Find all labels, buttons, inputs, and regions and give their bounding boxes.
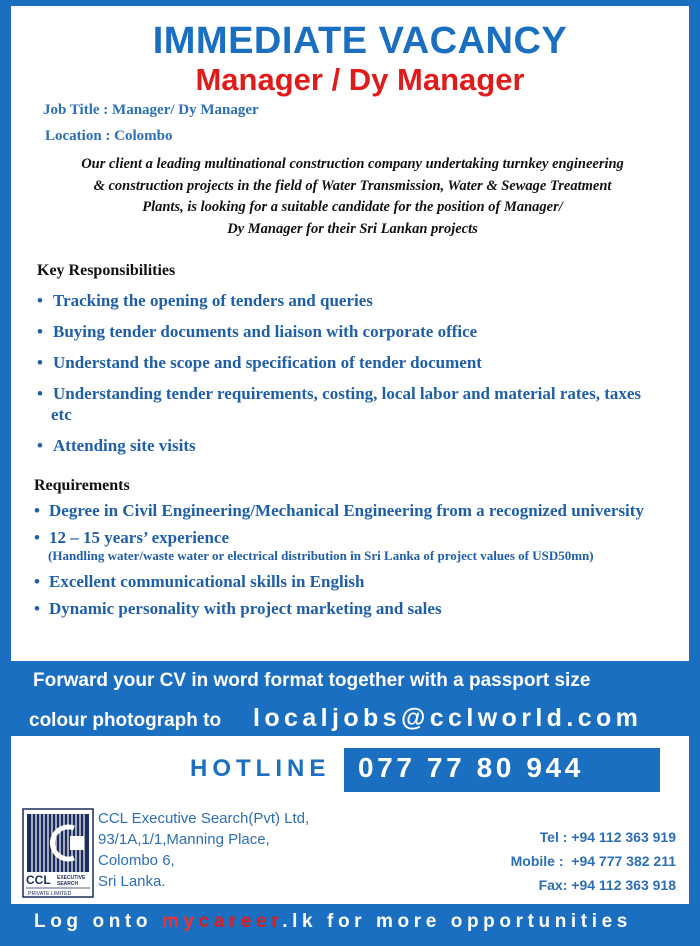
bullet-icon: • [34,572,40,591]
logo-side-text: SEARCH [57,881,79,887]
right-border [689,0,700,946]
list-item-text: Tracking the opening of tenders and queries [53,291,373,310]
apply-email-link[interactable]: localjobs@cclworld.com [253,704,643,732]
bullet-icon: • [34,528,40,547]
list-item-text: Buying tender documents and liaison with corporate office [53,322,478,341]
list-item [37,383,662,425]
apply-instructions: Forward your CV in word format together with a passport size [33,670,591,691]
ccl-logo [22,808,94,898]
list-item-note: (Handling water/waste water or electrical distribution in Sri Lanka of project values of USD50mn) [48,548,594,563]
logo-side-text: EXECUTIVE [57,875,86,881]
job-location: Location : Colombo [45,128,173,144]
bullet-icon: • [37,322,43,341]
apply-instructions-cont: colour photograph to [29,710,222,731]
responsibilities-list [37,290,662,466]
list-item [34,502,674,519]
logo-wordmark: CCL [26,873,51,887]
list-item-text: Degree in Civil Engineering/Mechanical Engineering from a recognized university [49,501,644,520]
requirements-heading: Requirements [34,477,130,494]
address-line: 93/1A,1/1,Manning Place, [98,831,270,848]
bullet-icon: • [34,501,40,520]
fax: Fax: +94 112 363 918 [538,877,676,893]
intro-line: Plants, is looking for a suitable candidate for the position of Manager/ [142,199,563,215]
list-item [37,352,662,373]
address-line: Colombo 6, [98,852,175,869]
company-address [98,808,309,892]
requirements-list [34,502,674,627]
logo-bottom-text: PRIVATE LIMITED [28,891,72,897]
logo-stripes [27,814,89,872]
list-item [37,321,662,342]
footer-site-my[interactable]: my [161,911,199,932]
footer-prefix: Log onto [34,911,162,932]
page-title: IMMEDIATE VACANCY [152,20,568,62]
bullet-icon: • [34,599,40,618]
list-item-text: Dynamic personality with project marketing and sales [49,599,442,618]
list-item [34,529,674,563]
intro-line: Dy Manager for their Sri Lankan projects [227,220,478,237]
intro-line: & construction projects in the field of Water Transmission, Water & Sewage Treatment [93,177,612,194]
list-item-text: Understanding tender requirements, costing, local labor and material rates, taxes etc [51,384,642,424]
hotline-label: HOTLINE [190,755,331,782]
list-item [37,290,662,311]
bullet-icon: • [37,436,43,455]
list-item [34,600,674,617]
contact-numbers [460,825,676,897]
intro-paragraph [40,154,665,240]
address-line: CCL Executive Search(Pvt) Ltd, [98,810,310,827]
left-border [0,0,11,946]
list-item-text: Excellent communicational skills in English [49,572,365,591]
list-item-text: Understand the scope and specification of tender document [53,353,482,372]
hotline-number[interactable]: 077 77 80 944 [358,752,584,783]
responsibilities-heading: Key Responsibilities [37,262,176,279]
job-title: Job Title : Manager/ Dy Manager [43,102,259,118]
bullet-icon: • [37,384,43,403]
position-subtitle: Manager / Dy Manager [195,62,525,97]
bullet-icon: • [37,291,43,310]
footer-suffix: for more opportunities [317,911,632,932]
footer-site-tld[interactable]: .lk [282,911,318,932]
bullet-icon: • [37,353,43,372]
intro-line: Our client a leading multinational construction company undertaking turnkey engineering [81,156,624,172]
mobile[interactable]: Mobile : +94 777 382 211 [510,853,676,869]
list-item [34,573,674,590]
footer-site-career[interactable]: career [198,911,283,932]
list-item-text: Attending site visits [53,436,196,455]
footer-message [34,911,632,933]
list-item-text: 12 – 15 years’ experience [49,528,230,547]
telephone[interactable]: Tel : +94 112 363 919 [539,829,676,845]
list-item [37,435,662,456]
address-line: Sri Lanka. [98,873,166,890]
